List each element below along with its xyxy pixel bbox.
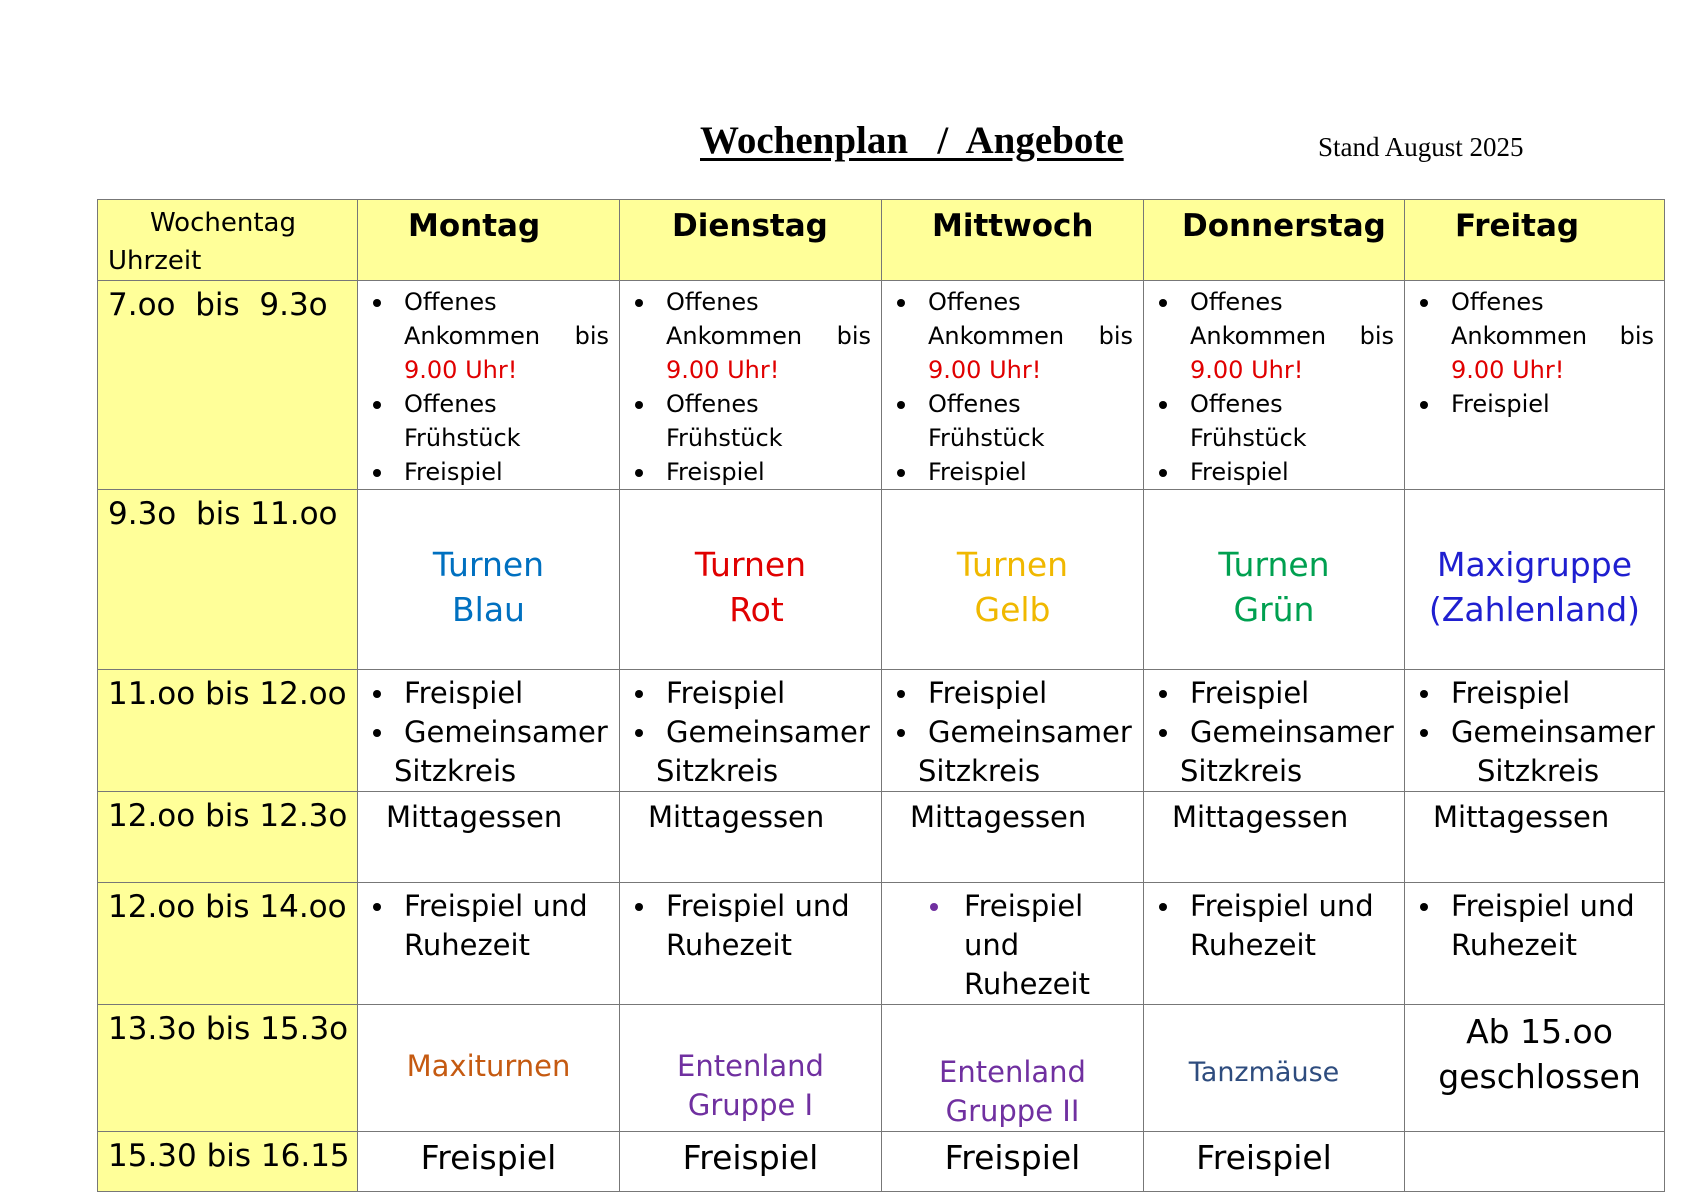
list-item: Freispiel — [882, 455, 1133, 489]
row-rest — [98, 883, 1665, 1005]
list-item: Gemeinsamer — [1405, 713, 1664, 752]
list-item: Offenes Ankommen bis 9.00 Uhr! — [358, 285, 609, 387]
list-item: Offenes Frühstück — [882, 387, 1133, 455]
list-item: Freispiel — [1144, 455, 1394, 489]
rest-cell-wednesday — [882, 883, 1144, 1005]
list-item: Offenes Ankommen bis 9.00 Uhr! — [620, 285, 871, 387]
circle-cell-wednesday: Freispiel Gemeinsamer Sitzkreis — [882, 670, 1144, 792]
time-cell: 12.oo bis 12.3o — [98, 792, 358, 883]
morning-cell-wednesday — [882, 281, 1144, 490]
afternoon-cell-wednesday: Entenland Gruppe II — [882, 1005, 1144, 1132]
list-item: Freispiel — [358, 455, 609, 489]
lunch-cell-tuesday: Mittagessen — [620, 792, 882, 883]
list-item: Freispiel und Ruhezeit — [1144, 887, 1404, 965]
morning-cell-thursday — [1144, 281, 1405, 490]
list-item: Freispiel — [882, 674, 1143, 713]
list-item: Offenes Frühstück — [358, 387, 609, 455]
day-header-thursday: Donnerstag — [1144, 200, 1405, 281]
late-cell-friday — [1405, 1132, 1665, 1192]
afternoon-cell-monday: Maxiturnen — [358, 1005, 620, 1132]
lunch-cell-monday: Mittagessen — [358, 792, 620, 883]
day-header-tuesday: Dienstag — [620, 200, 882, 281]
rest-cell-tuesday — [620, 883, 882, 1005]
morning-cell-friday — [1405, 281, 1665, 490]
day-header-monday: Montag — [358, 200, 620, 281]
list-item: Freispiel und Ruhezeit — [1405, 887, 1664, 965]
row-circle — [98, 670, 1665, 792]
late-cell-thursday: Freispiel — [1144, 1132, 1405, 1192]
lunch-cell-thursday: Mittagessen — [1144, 792, 1405, 883]
list-item: Offenes Frühstück — [1144, 387, 1394, 455]
list-item: Offenes Ankommen bis 9.00 Uhr! — [1405, 285, 1654, 387]
circle-cell-monday: Freispiel Gemeinsamer Sitzkreis — [358, 670, 620, 792]
list-item: Freispiel — [1144, 674, 1404, 713]
list-item: Gemeinsamer — [1144, 713, 1404, 752]
circle-cell-tuesday: Freispiel Gemeinsamer Sitzkreis — [620, 670, 882, 792]
day-header-wednesday: Mittwoch — [882, 200, 1144, 281]
list-item: Freispiel — [358, 674, 619, 713]
time-label: Uhrzeit — [108, 246, 202, 276]
time-cell: 7.oo bis 9.3o — [98, 281, 358, 490]
weekly-plan-table — [97, 199, 1665, 1192]
list-item: Freispiel und Ruhezeit — [358, 887, 619, 965]
page-title: Wochenplan / Angebote — [700, 119, 1124, 162]
stand-date: Stand August 2025 — [1318, 132, 1524, 162]
morning-cell-monday — [358, 281, 620, 490]
morning-cell-tuesday — [620, 281, 882, 490]
row-morning — [98, 281, 1665, 490]
list-item: Freispiel — [620, 674, 881, 713]
list-item: Offenes Frühstück — [620, 387, 871, 455]
weekday-label: Wochentag — [150, 208, 296, 238]
list-item: Freispiel und Ruhezeit — [620, 887, 881, 965]
activity-cell-wednesday: Turnen Gelb — [882, 490, 1144, 670]
rest-cell-thursday — [1144, 883, 1405, 1005]
afternoon-cell-friday: Ab 15.oo geschlossen — [1405, 1005, 1665, 1132]
row-afternoon — [98, 1005, 1665, 1132]
list-item: Freispiel — [620, 455, 871, 489]
late-cell-tuesday: Freispiel — [620, 1132, 882, 1192]
time-cell: 9.3o bis 11.oo — [98, 490, 358, 670]
row-lunch — [98, 792, 1665, 883]
time-cell: 12.oo bis 14.oo — [98, 883, 358, 1005]
late-cell-monday: Freispiel — [358, 1132, 620, 1192]
list-item: Offenes Ankommen bis 9.00 Uhr! — [1144, 285, 1394, 387]
list-item: Gemeinsamer — [882, 713, 1143, 752]
list-item: Freispiel — [1405, 674, 1664, 713]
time-cell: 13.3o bis 15.3o — [98, 1005, 358, 1132]
lunch-cell-wednesday: Mittagessen — [882, 792, 1144, 883]
list-item: Freispiel — [1405, 387, 1654, 421]
afternoon-cell-tuesday: Entenland Gruppe I — [620, 1005, 882, 1132]
activity-cell-thursday: Turnen Grün — [1144, 490, 1405, 670]
activity-cell-monday: Turnen Blau — [358, 490, 620, 670]
list-item: Gemeinsamer — [358, 713, 619, 752]
lunch-cell-friday: Mittagessen — [1405, 792, 1665, 883]
rest-cell-monday — [358, 883, 620, 1005]
time-cell: 11.oo bis 12.oo — [98, 670, 358, 792]
corner-cell — [98, 200, 358, 281]
activity-cell-friday: Maxigruppe (Zahlenland) — [1405, 490, 1665, 670]
day-header-friday: Freitag — [1405, 200, 1665, 281]
circle-cell-friday: Freispiel Gemeinsamer Sitzkreis — [1405, 670, 1665, 792]
header-row — [98, 200, 1665, 281]
list-item: Freispiel und Ruhezeit — [882, 887, 1143, 1004]
late-cell-wednesday: Freispiel — [882, 1132, 1144, 1192]
time-cell: 15.30 bis 16.15 — [98, 1132, 358, 1192]
circle-cell-thursday: Freispiel Gemeinsamer Sitzkreis — [1144, 670, 1405, 792]
afternoon-cell-thursday: Tanzmäuse — [1144, 1005, 1405, 1132]
activity-cell-tuesday: Turnen Rot — [620, 490, 882, 670]
rest-cell-friday — [1405, 883, 1665, 1005]
row-activities — [98, 490, 1665, 670]
list-item: Gemeinsamer — [620, 713, 881, 752]
list-item: Offenes Ankommen bis 9.00 Uhr! — [882, 285, 1133, 387]
row-late — [98, 1132, 1665, 1192]
